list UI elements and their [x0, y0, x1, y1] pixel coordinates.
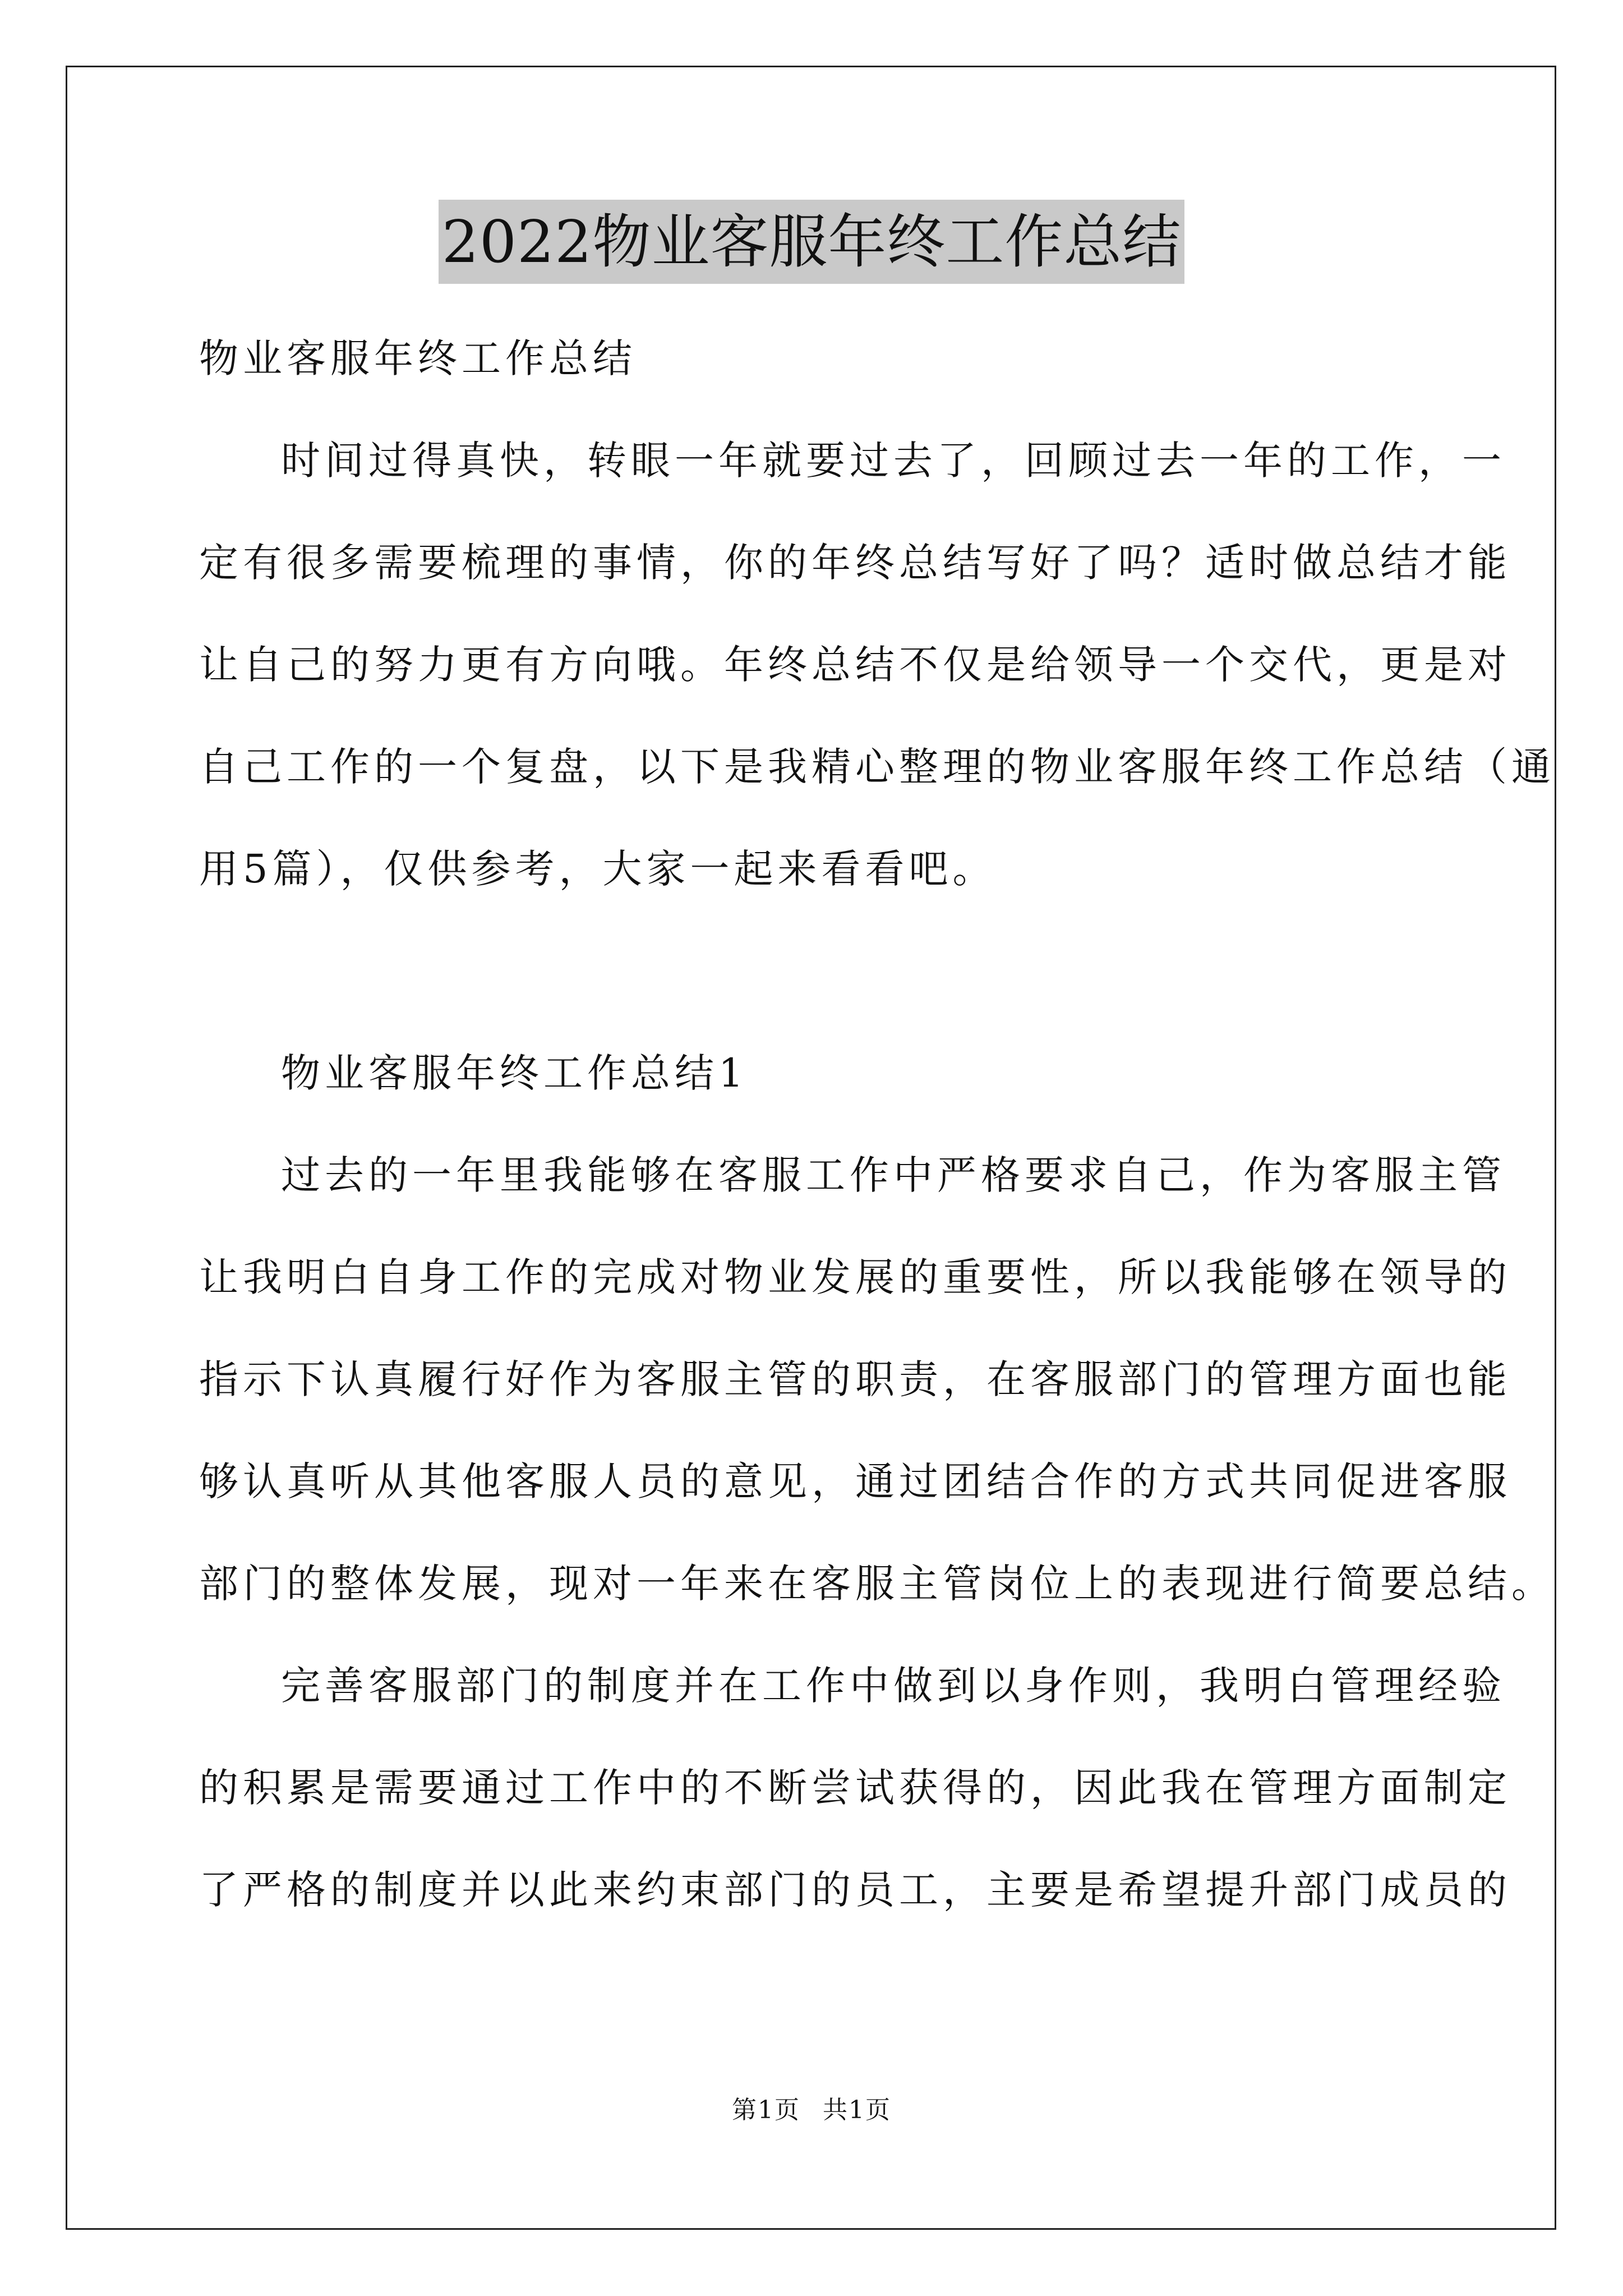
- paragraph-line: 过去的一年里我能够在客服工作中严格要求自己，作为客服主管: [281, 1152, 1506, 1198]
- intro-line: 用5篇），仅供参考，大家一起来看看吧。: [199, 846, 997, 892]
- paragraph-line: 部门的整体发展，现对一年来在客服主管岗位上的表现进行简要总结。: [199, 1561, 1555, 1607]
- document-body: [199, 307, 1555, 1941]
- document-subtitle: 物业客服年终工作总结: [199, 335, 637, 381]
- page-number: 第1页: [732, 2096, 800, 2124]
- page-total: 共1页: [823, 2096, 891, 2124]
- paragraph-line: 够认真听从其他客服人员的意见，通过团结合作的方式共同促进客服: [199, 1458, 1511, 1504]
- paragraph-line: 指示下认真履行好作为客服主管的职责，在客服部门的管理方面也能: [199, 1356, 1511, 1402]
- intro-line: 让自己的努力更有方向哦。年终总结不仅是给领导一个交代，更是对: [199, 642, 1511, 688]
- paragraph-line: 了严格的制度并以此来约束部门的员工，主要是希望提升部门成员的: [199, 1867, 1511, 1913]
- intro-line: 自己工作的一个复盘，以下是我精心整理的物业客服年终工作总结（通: [199, 744, 1555, 790]
- paragraph-gap: [199, 920, 1433, 1022]
- page-footer: [0, 2093, 1623, 2127]
- intro-line: 时间过得真快，转眼一年就要过去了，回顾过去一年的工作，一: [281, 438, 1506, 484]
- paragraph-line: 完善客服部门的制度并在工作中做到以身作则，我明白管理经验: [281, 1663, 1506, 1709]
- intro-line: 定有很多需要梳理的事情，你的年终总结写好了吗？适时做总结才能: [199, 540, 1511, 586]
- section-heading: 物业客服年终工作总结1: [281, 1050, 748, 1096]
- paragraph-line: 让我明白自身工作的完成对物业发展的重要性，所以我能够在领导的: [199, 1254, 1511, 1300]
- title-container: [0, 200, 1623, 284]
- paragraph-line: 的积累是需要通过工作中的不断尝试获得的，因此我在管理方面制定: [199, 1765, 1511, 1811]
- document-title: 2022物业客服年终工作总结: [439, 200, 1185, 284]
